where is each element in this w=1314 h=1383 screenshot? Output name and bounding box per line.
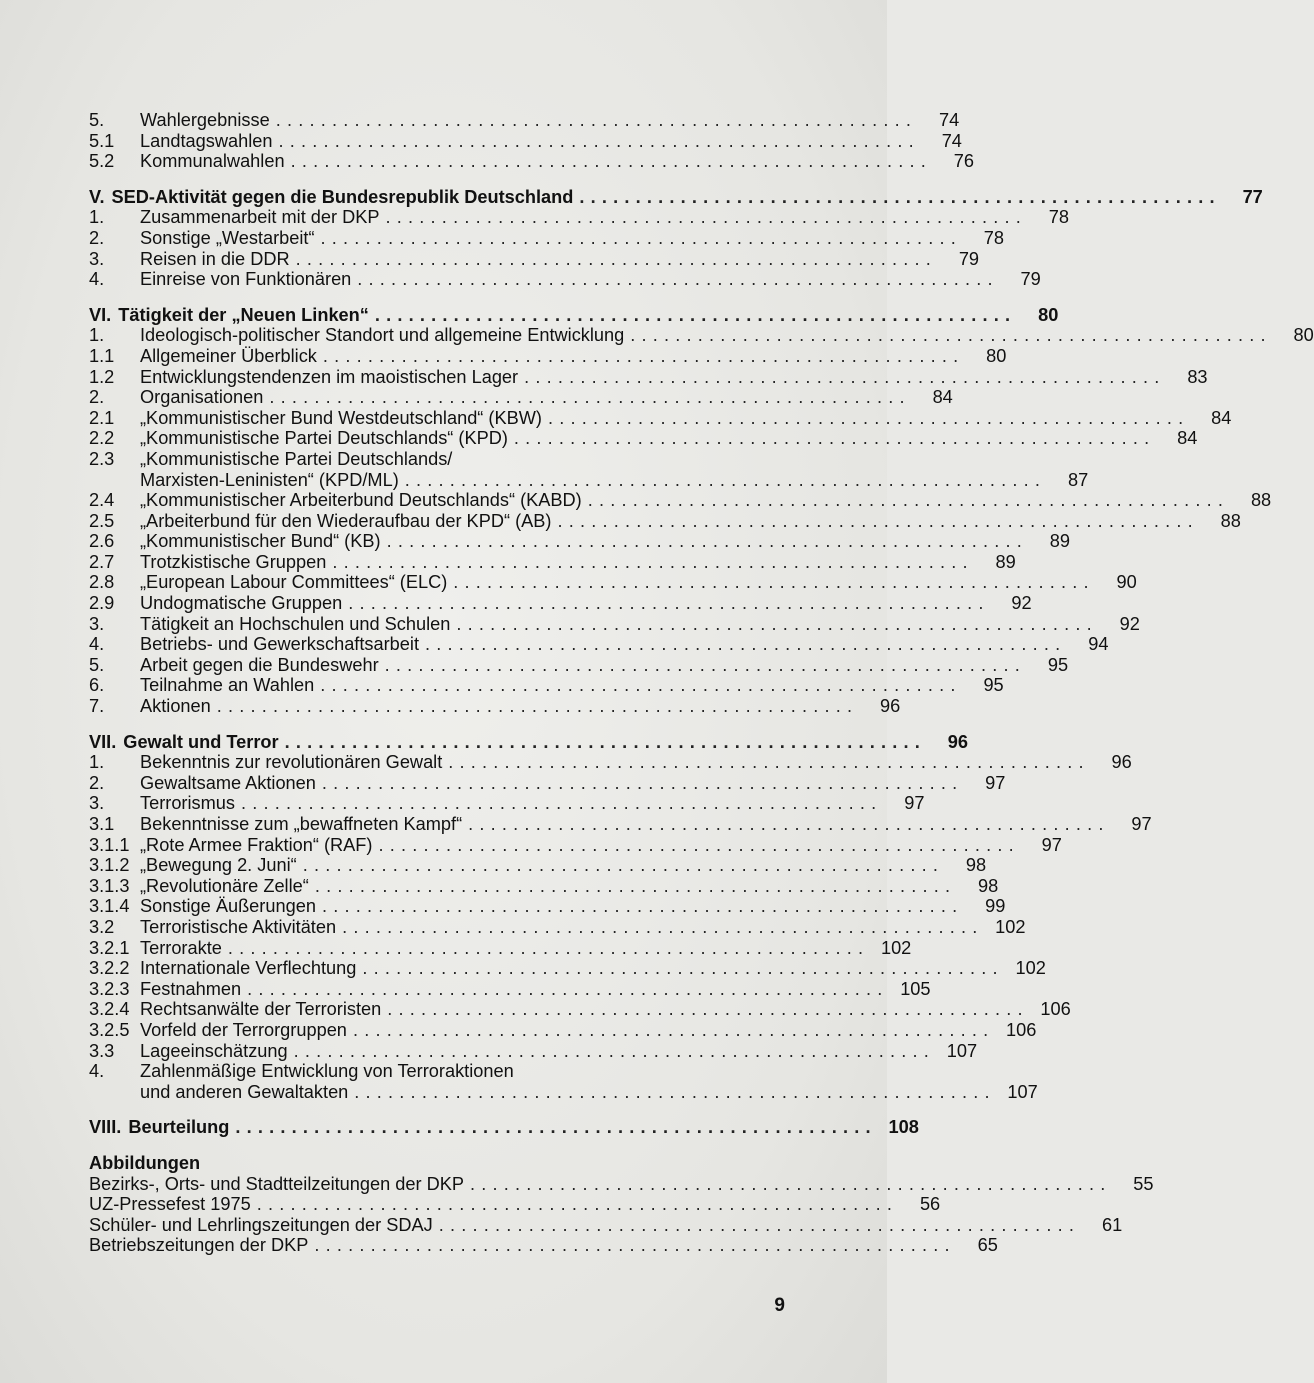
dot-leader: ......................................................... — [290, 151, 933, 172]
toc-entry — [89, 696, 901, 717]
toc-entry-page: 90 — [1116, 572, 1137, 593]
dot-leader: ......................................................... — [342, 916, 984, 937]
toc-section-heading — [89, 731, 969, 753]
dot-leader: ......................................................... — [348, 593, 990, 614]
toc-entry — [89, 634, 1109, 655]
toc-entry-page: 102 — [995, 916, 1026, 937]
figure-entry-page: 55 — [1133, 1173, 1154, 1194]
toc-entry — [89, 207, 1069, 228]
toc-entry — [89, 654, 1069, 676]
toc-entry-title: und anderen Gewaltakten — [140, 1081, 349, 1102]
toc-entry-title: Vorfeld der Terrorgruppen — [140, 1019, 347, 1040]
toc-entry-page: 107 — [1007, 1081, 1038, 1102]
toc-entry-number: 2.8 — [89, 572, 115, 593]
toc-entry-title: Kommunalwahlen — [140, 151, 285, 172]
toc-entry-page: 79 — [958, 248, 980, 269]
toc-entry-title: „Kommunistische Partei Deutschlands/ — [140, 448, 453, 469]
toc-entry-number: 2. — [89, 227, 105, 248]
toc-entry-page: 106 — [1006, 1019, 1037, 1040]
toc-entry — [89, 248, 980, 270]
dot-leader: ......................................................... — [384, 654, 1027, 675]
toc-entry-page: 96 — [879, 696, 901, 717]
figure-entry — [89, 1173, 1154, 1195]
toc-entry-page: 84 — [932, 387, 953, 408]
toc-entry — [89, 875, 999, 897]
toc-entry-page: 74 — [938, 110, 960, 130]
toc-entry — [89, 855, 987, 876]
toc-entry-number: 2.2 — [89, 428, 115, 449]
toc-entry-title: Zusammenarbeit mit der DKP — [140, 207, 380, 228]
dot-leader: ......................................................... — [456, 613, 1098, 634]
figure-entry-page: 56 — [919, 1194, 941, 1215]
toc-entry-title: Einreise von Funktionären — [140, 269, 352, 290]
toc-entry-title: Undogmatische Gruppen — [140, 593, 343, 614]
toc-entry-number: 2. — [89, 772, 105, 793]
toc-entry-number: VI. — [89, 304, 112, 325]
toc-entry-title: Tätigkeit an Hochschulen und Schulen — [140, 613, 451, 634]
toc-entry — [89, 999, 1071, 1020]
toc-section-heading — [89, 186, 1263, 208]
toc-entry — [89, 469, 1089, 491]
toc-entry-page: 80 — [986, 345, 1007, 366]
toc-entry-page: 87 — [1067, 469, 1089, 490]
dot-leader: ......................................................... — [587, 490, 1230, 511]
toc-entry — [89, 227, 1004, 249]
toc-entry-number: 3.1.4 — [89, 896, 130, 917]
section-gap — [89, 1138, 785, 1153]
toc-entry-page: 89 — [1049, 531, 1070, 552]
section-gap — [89, 717, 785, 732]
toc-entry-number: 3.2.3 — [89, 978, 130, 999]
figures-heading: Abbildungen — [89, 1152, 201, 1173]
dot-leader: ......................................................... — [314, 1235, 956, 1256]
toc-entry-number: 3.2.5 — [89, 1019, 130, 1040]
toc-entry — [89, 1019, 1037, 1041]
toc-entry-title: „Rote Armee Fraktion“ (RAF) — [140, 834, 373, 855]
toc-entry-number: 6. — [89, 675, 105, 696]
toc-entry-number: V. — [89, 186, 105, 207]
toc-entry-page: 102 — [1015, 958, 1046, 979]
toc-entry-page: 78 — [983, 227, 1004, 248]
dot-leader: ......................................................... — [269, 387, 911, 408]
toc-entry-page: 96 — [947, 731, 969, 752]
toc-entry-number: 2.6 — [89, 531, 115, 552]
dot-leader: ......................................................... — [547, 407, 1190, 428]
toc-entry-page: 89 — [995, 551, 1016, 572]
toc-entry-page: 98 — [965, 855, 987, 876]
toc-entry — [89, 449, 785, 470]
toc-entry-number: 2.5 — [89, 510, 115, 531]
dot-leader: ......................................................... — [278, 130, 920, 151]
toc-entry-title: Teilnahme an Wahlen — [140, 675, 315, 696]
dot-leader: ......................................................... — [256, 1194, 899, 1215]
section-gap — [89, 1102, 785, 1117]
dot-leader: ......................................................... — [322, 345, 965, 366]
toc-entry-number: 3. — [89, 248, 105, 269]
dot-leader: ......................................................... — [387, 999, 1029, 1020]
toc-entry-number: 3.2.4 — [89, 999, 130, 1020]
toc-entry — [89, 531, 1070, 552]
toc-entry-page: 84 — [1177, 428, 1198, 449]
toc-entry-number: 3.3 — [89, 1040, 115, 1061]
dot-leader: ......................................................... — [320, 227, 962, 248]
toc-entry-page: 79 — [1020, 269, 1041, 290]
toc-entry-title: Lageeinschätzung — [140, 1040, 288, 1061]
toc-entry-title: Rechtsanwälte der Terroristen — [140, 999, 382, 1020]
toc-entry-page: 98 — [978, 875, 999, 896]
toc-entry-title: „Bewegung 2. Juni“ — [140, 855, 297, 876]
toc-entry-title: Marxisten-Leninisten“ (KPD/ML) — [140, 469, 399, 490]
dot-leader: ......................................................... — [438, 1214, 1081, 1235]
toc-entry — [89, 675, 1004, 696]
toc-entry-page: 92 — [1011, 593, 1032, 614]
toc-entry-page: 78 — [1048, 207, 1069, 228]
toc-entry-title: „Revolutionäre Zelle“ — [140, 875, 309, 896]
dot-leader: ......................................................... — [352, 1019, 995, 1040]
toc-entry — [89, 151, 975, 172]
toc-entry-title: „Kommunistischer Arbeiterbund Deutschlands“ (KABD) — [140, 490, 582, 511]
toc-entry-page: 97 — [1131, 814, 1152, 834]
toc-entry-title: SED-Aktivität gegen die Bundesrepublik Deutschland — [111, 186, 574, 207]
toc-entry-title: Allgemeiner Überblick — [140, 345, 317, 366]
toc-entry-number: 5.2 — [89, 151, 115, 172]
toc-entry-title: Internationale Verflechtung — [140, 958, 357, 979]
toc-entry — [89, 752, 1132, 773]
toc-entry-page: 74 — [941, 130, 962, 151]
dot-leader: ......................................................... — [295, 248, 938, 269]
toc-entry — [89, 366, 1208, 388]
dot-leader: ......................................................... — [362, 958, 1004, 979]
toc-entry-page: 108 — [888, 1117, 919, 1138]
toc-entry-title: Bekenntnisse zum „bewaffneten Kampf“ — [140, 814, 463, 834]
toc-entry-number: 3.1.1 — [89, 834, 130, 855]
toc-entry-page: 99 — [985, 896, 1006, 917]
dot-leader: ......................................................... — [293, 1040, 936, 1061]
toc-entry-title: „Kommunistischer Bund Westdeutschland“ (KBW) — [140, 407, 542, 428]
toc-entry — [89, 772, 1006, 794]
dot-leader: ......................................................... — [241, 793, 883, 814]
toc-entry — [89, 428, 1198, 449]
dot-leader: ......................................................... — [468, 814, 1110, 834]
toc-entry-page: 84 — [1211, 407, 1232, 428]
dot-leader: ......................................................... — [247, 978, 889, 999]
toc-entry-number: 2.3 — [89, 448, 115, 469]
toc-entry — [89, 110, 960, 131]
toc-entry-page: 107 — [946, 1040, 978, 1061]
toc-entry-page: 77 — [1242, 186, 1263, 207]
toc-entry-number: 3.1.3 — [89, 875, 130, 896]
dot-leader: ......................................................... — [557, 510, 1199, 531]
toc-entry-page: 106 — [1040, 999, 1071, 1020]
toc-section-heading — [89, 1117, 919, 1138]
dot-leader: ......................................................... — [374, 304, 1017, 325]
toc-entry-title: „Kommunistischer Bund“ (KB) — [140, 531, 381, 552]
toc-entry-title: Gewalt und Terror — [123, 731, 279, 752]
toc-entry-title: Landtagswahlen — [140, 130, 273, 151]
dot-leader: ......................................................... — [216, 696, 859, 717]
dot-leader: ......................................................... — [385, 207, 1027, 228]
toc-entry-number: 1.2 — [89, 366, 115, 387]
toc-entry-number: 2.7 — [89, 551, 115, 572]
dot-leader: ......................................................... — [448, 752, 1090, 773]
dot-leader: ......................................................... — [354, 1081, 996, 1102]
toc-entry-title: Zahlenmäßige Entwicklung von Terroraktionen — [140, 1061, 514, 1082]
toc-entry-title: Terroristische Aktivitäten — [140, 916, 337, 937]
toc-entry-title: Bekenntnis zur revolutionären Gewalt — [140, 752, 443, 773]
toc-entry — [89, 978, 931, 1000]
toc-entry-number: 5.1 — [89, 130, 115, 151]
toc-entry — [89, 325, 1314, 346]
toc-entry-page: 96 — [1111, 752, 1132, 773]
toc-entry-page: 80 — [1038, 304, 1059, 325]
toc-entry — [89, 937, 912, 959]
toc-entry-page: 95 — [1047, 654, 1069, 675]
toc-entry — [89, 510, 1241, 532]
toc-entry — [89, 958, 1046, 979]
toc-entry-number: 3.1 — [89, 814, 115, 834]
toc-entry-page: 105 — [900, 978, 931, 999]
toc-entry-page: 97 — [985, 772, 1006, 793]
toc-entry-title: Aktionen — [140, 696, 211, 717]
toc-entry-title: Entwicklungstendenzen im maoistischen Lager — [140, 366, 519, 387]
toc-entry-number: 3. — [89, 793, 105, 814]
toc-entry-number: 1. — [89, 325, 105, 346]
toc-section-heading — [89, 304, 1059, 326]
toc-entry — [89, 490, 1272, 511]
toc-entry — [89, 916, 1026, 938]
toc-entry-title: Sonstige Äußerungen — [140, 896, 316, 917]
dot-leader: ......................................................... — [332, 551, 974, 572]
toc-entry — [89, 1081, 1038, 1103]
figure-entry-title: Schüler- und Lehrlingszeitungen der SDAJ — [89, 1214, 433, 1235]
toc-entry-title: Organisationen — [140, 387, 264, 408]
dot-leader: ......................................................... — [314, 875, 957, 896]
dot-leader: ......................................................... — [275, 110, 918, 130]
toc-entry — [89, 269, 1041, 290]
dot-leader: ......................................................... — [524, 366, 1166, 387]
toc-entry — [89, 896, 1006, 917]
figure-entry — [89, 1214, 1123, 1236]
toc-entry-number: 3.1.2 — [89, 855, 130, 876]
dot-leader: ......................................................... — [284, 731, 927, 752]
toc-entry — [89, 387, 953, 408]
dot-leader: ......................................................... — [513, 428, 1156, 449]
toc-entry-page: 94 — [1088, 634, 1109, 655]
toc-entry-page: 80 — [1293, 325, 1314, 346]
toc-entry-title: Arbeit gegen die Bundeswehr — [140, 654, 379, 675]
toc-entry-title: Reisen in die DDR — [140, 248, 290, 269]
dot-leader: ......................................................... — [302, 855, 945, 876]
toc-entry-number: 4. — [89, 269, 105, 290]
toc-entry-number: 3.2.1 — [89, 937, 130, 958]
toc-entry — [89, 1040, 978, 1062]
toc-entry-title: Trotzkistische Gruppen — [140, 551, 327, 572]
toc-entry-title: Ideologisch-politischer Standort und allgemeine Entwicklung — [140, 325, 625, 346]
toc-entry-title: Beurteilung — [128, 1117, 230, 1138]
toc-entry-number: 2. — [89, 387, 105, 408]
toc-entry-number: 2.4 — [89, 490, 115, 511]
dot-leader: ......................................................... — [386, 531, 1028, 552]
figure-entry-title: UZ-Pressefest 1975 — [89, 1194, 251, 1215]
figure-entry-page: 65 — [977, 1235, 998, 1256]
toc-entry-page: 92 — [1119, 613, 1140, 634]
dot-leader: ......................................................... — [404, 469, 1047, 490]
toc-entry-title: Terrorismus — [140, 793, 235, 814]
dot-leader: ......................................................... — [378, 834, 1020, 855]
toc-entry-number: VII. — [89, 731, 117, 752]
toc-entry-title: Sonstige „Westarbeit“ — [140, 227, 315, 248]
dot-leader: ......................................................... — [357, 269, 999, 290]
toc-entry-number: VIII. — [89, 1117, 122, 1138]
figure-entry — [89, 1194, 941, 1215]
toc-entry-number: 7. — [89, 696, 105, 717]
toc-entry-number: 4. — [89, 1061, 105, 1082]
toc-entry-page: 97 — [904, 793, 925, 814]
dot-leader: ......................................................... — [453, 572, 1095, 593]
toc-entry-page: 97 — [1041, 834, 1062, 855]
figure-entry-title: Bezirks-, Orts- und Stadtteilzeitungen der DKP — [89, 1173, 465, 1194]
toc-entry — [89, 551, 1016, 573]
toc-entry-number: 1.1 — [89, 345, 115, 366]
dot-leader: ......................................................... — [227, 937, 870, 958]
toc-entry-title: Betriebs- und Gewerkschaftsarbeit — [140, 634, 420, 655]
toc-entry-page: 102 — [880, 937, 912, 958]
toc-entry-number: 3. — [89, 613, 105, 634]
dot-leader: ......................................................... — [470, 1173, 1112, 1194]
toc-entry-number: 4. — [89, 634, 105, 655]
toc-entry — [89, 834, 1062, 856]
toc-entry-title: „Kommunistische Partei Deutschlands“ (KPD) — [140, 428, 508, 449]
toc-entry-number: 2.1 — [89, 407, 115, 428]
toc-entry — [89, 613, 1140, 635]
toc-entry — [89, 572, 1137, 593]
toc-entry-title: Terrorakte — [140, 937, 222, 958]
toc-entry-page: 88 — [1250, 490, 1272, 511]
dot-leader: ......................................................... — [235, 1117, 877, 1138]
toc-entry-page: 95 — [983, 675, 1004, 696]
toc-entry — [89, 1061, 785, 1082]
section-gap — [89, 172, 785, 187]
toc-entry-page: 76 — [953, 151, 975, 172]
table-of-contents — [89, 110, 1314, 1256]
toc-entry-number: 1. — [89, 207, 105, 228]
figure-entry-page: 61 — [1101, 1214, 1123, 1235]
dot-leader: ......................................................... — [321, 896, 964, 917]
toc-entry-page: 83 — [1187, 366, 1208, 387]
toc-entry-number: 3.2.2 — [89, 958, 130, 979]
toc-entry — [89, 793, 925, 814]
dot-leader: ......................................................... — [320, 675, 962, 696]
toc-entry-number: 5. — [89, 654, 105, 675]
toc-entry-number: 5. — [89, 110, 105, 130]
toc-entry-page: 88 — [1220, 510, 1241, 531]
toc-entry — [89, 345, 1007, 367]
dot-leader: ......................................................... — [425, 634, 1067, 655]
toc-entry-number: 1. — [89, 752, 105, 773]
toc-entry-title: Wahlergebnisse — [140, 110, 270, 130]
toc-entry-number: 3.2 — [89, 916, 115, 937]
dot-leader: ......................................................... — [321, 772, 964, 793]
toc-entry — [89, 593, 1032, 614]
toc-entry-title: Gewaltsame Aktionen — [140, 772, 316, 793]
section-gap — [89, 290, 785, 305]
figure-entry-title: Betriebszeitungen der DKP — [89, 1235, 309, 1256]
figure-entry — [89, 1235, 998, 1256]
page-number: 9 — [774, 1295, 785, 1316]
dot-leader: ......................................................... — [630, 325, 1272, 346]
toc-entry-title: „Arbeiterbund für den Wiederaufbau der KPD“ (AB) — [140, 510, 552, 531]
toc-entry-title: Festnahmen — [140, 978, 242, 999]
toc-entry — [89, 814, 1152, 835]
toc-entry-number: 2.9 — [89, 593, 115, 614]
toc-entry — [89, 407, 1232, 429]
toc-entry-title: „European Labour Committees“ (ELC) — [140, 572, 448, 593]
dot-leader: ......................................................... — [579, 186, 1221, 207]
toc-entry-title: Tätigkeit der „Neuen Linken“ — [118, 304, 369, 325]
toc-entry — [89, 130, 962, 152]
